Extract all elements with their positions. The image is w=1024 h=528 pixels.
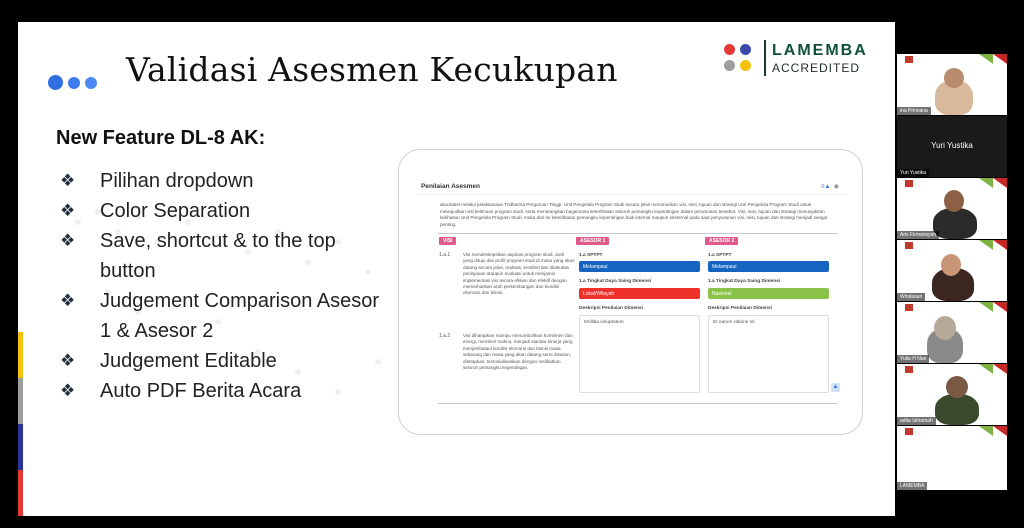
- logo-brand: LAMEMBA: [772, 42, 868, 59]
- feature-title: New Feature DL-8 AK:: [56, 127, 266, 149]
- asesor1-desc-textarea[interactable]: Mollitia voluptatem: [579, 315, 700, 393]
- item-text: Visi mendeskripsikan aspirasi program studi, arah yang dituju dan profil program studi di masa yang akan datang secara jelas, realistis, kredibel dan dilakukan peninjauan ataupun evaluasi untuk menjamin implementasi visi secara efisien dan efektif dengan memerhatikan arah perkembangan dan kondisi ekonomi dan bisnis.: [463, 252, 575, 296]
- participant-tile[interactable]: [897, 240, 1007, 301]
- criteria-paragraph: akuntabel melalui pelaksanaan Tridharma Perguruan Tinggi. Unit Pengelola Program Studi secara jelas merumuskan visi, misi, tujuan dan strategi Unit Pengelola Program Studi untuk mewujudkan visi keilmuan program studi, serta menerangkan bagaimana keterlibatan seluruh pemangku kepentingan dalam perumusan tersebut. Visi, misi, tujuan dan strategi menunjukkan kekhasan Unit Pengelola Program Studi, maka dari itu keterlibatan pemangku kepentingan baik internal maupun eksternal pada saat penyusunan visi, misi, tujuan dan strategi menjadi sangat penting.: [440, 202, 828, 227]
- slide-title: Validasi Asesmen Kecukupan: [126, 50, 618, 89]
- asesor1-desc-label: Deskripsi Penilaian Dimensi: [579, 306, 643, 311]
- visi-tag: VISI: [439, 237, 456, 245]
- diamond-bullet-icon: ❖: [60, 291, 76, 310]
- participant-tile[interactable]: [897, 364, 1007, 425]
- lamemba-logo: [724, 40, 884, 80]
- presentation-slide: [18, 22, 895, 516]
- item-number: 1.a.2: [439, 333, 451, 339]
- diamond-bullet-icon: ❖: [60, 231, 76, 250]
- participant-name: Aris Firmansyah: [897, 231, 939, 239]
- participant-name: ina Primiana: [897, 107, 931, 115]
- participants-panel: [897, 54, 1007, 490]
- asesor2-tag: ASESOR 2: [705, 237, 738, 245]
- asesor2-sptpt-label: 1.a SPTPT: [708, 253, 732, 258]
- asesor2-sptpt-dropdown[interactable]: Melampaui: [708, 261, 829, 272]
- logo-accredited: ACCREDITED: [772, 61, 861, 75]
- asesor2-daya-dropdown[interactable]: Nasional: [708, 288, 829, 299]
- asesor1-daya-dropdown[interactable]: Lokal/Wilayah: [579, 288, 700, 299]
- logo-dots-icon: [724, 44, 758, 74]
- diamond-bullet-icon: ❖: [60, 381, 76, 400]
- participant-tile[interactable]: [897, 302, 1007, 363]
- lamemba-mini-logo: [905, 242, 913, 250]
- app-screenshot: [417, 175, 847, 413]
- lamemba-mini-logo: [905, 56, 913, 64]
- screenshot-title: Penilaian Asesmen: [421, 183, 481, 190]
- asesor1-tag: ASESOR 1: [576, 237, 609, 245]
- list-item: ❖ Pilihan dropdown: [58, 166, 388, 196]
- asesor1-sptpt-label: 1.a SPTPT: [579, 253, 603, 258]
- participant-name: LAMEMBA: [897, 482, 927, 490]
- participant-name: Yuri Yustika: [897, 169, 929, 177]
- list-item: ❖ Judgement Editable: [58, 346, 388, 376]
- feature-list: [58, 166, 388, 406]
- list-item: ❖ Judgement Comparison Asesor 1 & Asesor 2: [58, 286, 388, 346]
- lamemba-mini-logo: [905, 304, 913, 312]
- item-text: Visi diharapkan mampu menumbuhkan komitmen dan energi, memberi makna, menjadi standar kinerja yang menjembatani kondisi ekonomi dan bisnis masa sekarang dan masa yang akan datang serta disusun, ditetapkan, tersosialisasikan dengan melibatkan seluruh pemangku kepentingan.: [463, 333, 573, 371]
- participant-tile[interactable]: [897, 54, 1007, 115]
- app-screenshot-frame: [398, 149, 863, 435]
- participant-name: Yulia H Nan: [897, 355, 929, 363]
- list-item: ❖ Auto PDF Berita Acara: [58, 376, 388, 406]
- decorative-dots: [48, 75, 97, 90]
- color-strip: [18, 332, 23, 516]
- asesor1-sptpt-dropdown[interactable]: Melampaui: [579, 261, 700, 272]
- lamemba-mini-logo: [905, 180, 913, 188]
- diamond-bullet-icon: ❖: [60, 171, 76, 190]
- settings-icon: ◉: [833, 184, 839, 190]
- asesor2-daya-label: 1.a Tingkat Daya Saing Dimensi: [708, 279, 781, 284]
- participant-tile[interactable]: [897, 116, 1007, 177]
- to-top-button[interactable]: ▲: [832, 384, 839, 390]
- lamemba-mini-logo: [905, 366, 913, 374]
- filter-icon: ≡▲ ◉: [820, 184, 839, 190]
- list-item: ❖ Save, shortcut & to the top button: [58, 226, 388, 286]
- participant-tile[interactable]: [897, 178, 1007, 239]
- asesor2-desc-label: Deskripsi Penilaian Dimensi: [708, 306, 772, 311]
- diamond-bullet-icon: ❖: [60, 201, 76, 220]
- item-number: 1.a.1: [439, 252, 451, 258]
- participant-name: Windasari: [897, 293, 925, 301]
- participant-display-name: Yuri Yustika: [931, 141, 973, 150]
- diamond-bullet-icon: ❖: [60, 351, 76, 370]
- lamemba-mini-logo: [905, 428, 913, 436]
- list-item: ❖ Color Separation: [58, 196, 388, 226]
- asesor2-desc-textarea[interactable]: Et earum ratione sit: [708, 315, 829, 393]
- participant-name: adita Istiramah: [897, 417, 936, 425]
- participant-tile[interactable]: [897, 426, 1007, 490]
- asesor1-daya-label: 1.a Tingkat Daya Saing Dimensi: [579, 279, 652, 284]
